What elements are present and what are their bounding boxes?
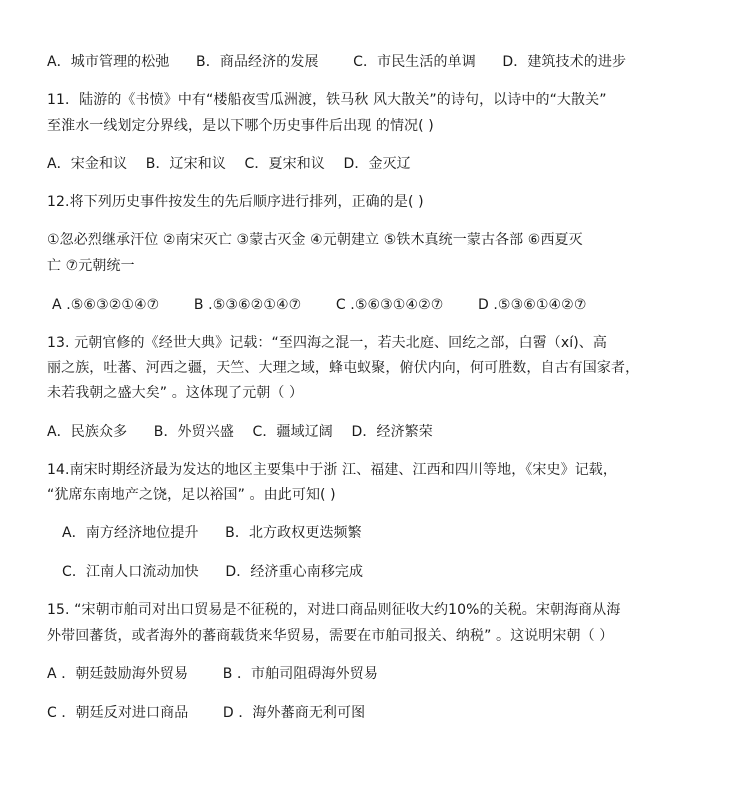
q14-options-row2 — [62, 562, 363, 582]
q14-stem-line2: “犹席东南地产之饶，足以裕国” 。由此可知( ) — [47, 487, 336, 503]
q15-stem-line2: 外带回蕃货，或者海外的蕃商载货来华贸易，需要在市舶司报关、纳税” 。这说明宋朝（ ） — [47, 628, 614, 644]
q13-stem-line3: 未若我朝之盛大矣” 。这体现了元朝（ ） — [47, 385, 304, 401]
q10-options — [47, 52, 626, 72]
q13-stem-line1: 13. 元朝官修的《经世大典》记载：“至四海之混一，若夫北庭、回纥之部，白霫（xí)、高 — [47, 335, 608, 351]
q15-option-d: D ．海外蕃商无利可图 — [222, 705, 366, 721]
q10-option-c: C．市民生活的单调 — [353, 54, 476, 70]
q11-stem-line1: 11．陆游的《书愤》中有“楼船夜雪瓜洲渡，铁马秋 风大散关”的诗句，以诗中的“大散关” — [47, 92, 607, 108]
q15-option-a: A ．朝廷鼓励海外贸易 — [47, 666, 189, 682]
q14-option-c: C．江南人口流动加快 — [62, 564, 199, 580]
q11-option-d: D．金灭辽 — [343, 156, 411, 172]
q14-option-d: D．经济重心南移完成 — [225, 564, 364, 580]
q15-stem-line1: 15. “宋朝市舶司对出口贸易是不征税的，对进口商品则征收大约10%的关税。宋朝海商从海 — [47, 602, 621, 618]
q13-stem-line2: 丽之族，吐蕃、河西之疆，天竺、大理之域，蜂屯蚁聚，俯伏内向，何可胜数，自古有国家者， — [47, 360, 640, 376]
q14-option-b: B．北方政权更迭频繁 — [225, 525, 362, 541]
q12-option-c: C .⑤⑥③①④②⑦ — [335, 297, 444, 313]
q12-events-line1: ①忽必烈继承汗位 ②南宋灭亡 ③蒙古灭金 ④元朝建立 ⑤铁木真统一蒙古各部 ⑥西夏灭 — [47, 232, 583, 248]
q15-options-row2 — [47, 703, 365, 723]
q14-stem-line1: 14.南宋时期经济最为发达的地区主要集中于浙 江、福建、江西和四川等地，《宋史》记载， — [47, 462, 618, 478]
q12-option-a: A .⑤⑥③②①④⑦ — [52, 297, 160, 313]
q11-options — [47, 154, 411, 174]
q13-option-a: A．民族众多 — [47, 424, 128, 440]
q11-option-b: B．辽宋和议 — [145, 156, 226, 172]
q12-options — [52, 295, 586, 315]
q13-option-d: D．经济繁荣 — [351, 424, 433, 440]
q10-option-a: A．城市管理的松弛 — [47, 54, 170, 70]
q14-options-row1 — [62, 523, 362, 543]
q12-events-line2: 亡 ⑦元朝统一 — [47, 258, 135, 274]
q15-option-b: B ．市舶司阻碍海外贸易 — [222, 666, 378, 682]
q13-options — [47, 422, 433, 442]
q15-options-row1 — [47, 664, 378, 684]
q12-stem: 12.将下列历史事件按发生的先后顺序进行排列，正确的是( ) — [47, 194, 424, 210]
q10-option-b: B．商品经济的发展 — [196, 54, 319, 70]
q11-option-c: C．夏宋和议 — [244, 156, 325, 172]
q12-option-d: D .⑤③⑥①④②⑦ — [477, 297, 587, 313]
q15-option-c: C ．朝廷反对进口商品 — [47, 705, 189, 721]
q10-option-d: D．建筑技术的进步 — [502, 54, 627, 70]
q13-option-b: B．外贸兴盛 — [153, 424, 234, 440]
q14-option-a: A．南方经济地位提升 — [62, 525, 199, 541]
q11-stem-line2: 至淮水一线划定分界线，是以下哪个历史事件后出现 的情况( ) — [47, 118, 434, 134]
q11-option-a: A．宋金和议 — [47, 156, 128, 172]
q12-option-b: B .⑤③⑥②①④⑦ — [193, 297, 302, 313]
q13-option-c: C．疆域辽阔 — [252, 424, 333, 440]
